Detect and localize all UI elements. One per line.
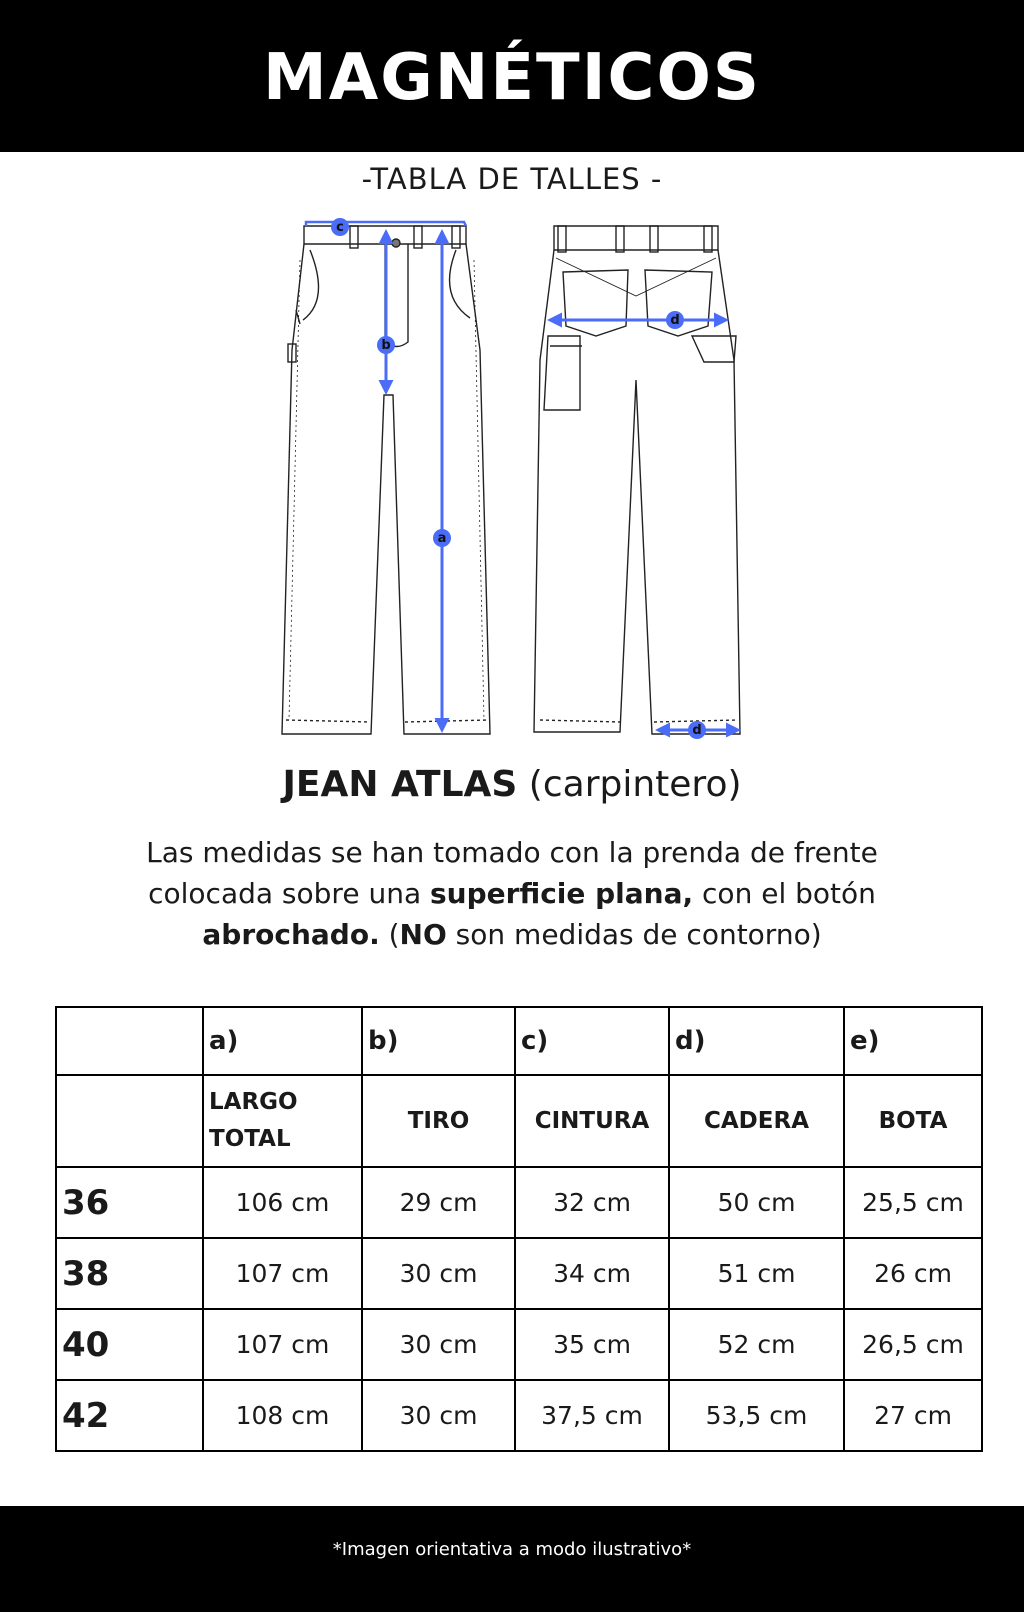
measurement-guides xyxy=(306,222,738,730)
value-cell: 26,5 cm xyxy=(844,1309,982,1380)
header-cadera: CADERA xyxy=(669,1075,844,1167)
svg-text:c: c xyxy=(336,220,344,235)
table-row xyxy=(56,1380,982,1451)
note-bold-3: NO xyxy=(399,918,447,951)
back-pants-drawing xyxy=(534,226,740,734)
table-letter-row xyxy=(56,1007,982,1075)
header-largo-total: LARGO TOTAL xyxy=(203,1075,362,1167)
value-cell: 27 cm xyxy=(844,1380,982,1451)
size-label: 36 xyxy=(56,1167,203,1238)
value-cell: 53,5 cm xyxy=(669,1380,844,1451)
header-bar xyxy=(0,0,1024,152)
note-text-2: con el botón xyxy=(693,877,876,910)
table-row xyxy=(56,1238,982,1309)
svg-text:d: d xyxy=(670,313,680,328)
value-cell: 107 cm xyxy=(203,1238,362,1309)
empty-cell xyxy=(56,1007,203,1075)
measurement-note xyxy=(90,832,934,955)
letter-c: c) xyxy=(515,1007,669,1075)
value-cell: 51 cm xyxy=(669,1238,844,1309)
footer-bar xyxy=(0,1506,1024,1612)
letter-e: e) xyxy=(844,1007,982,1075)
svg-text:a: a xyxy=(437,531,447,546)
value-cell: 32 cm xyxy=(515,1167,669,1238)
value-cell: 30 cm xyxy=(362,1380,515,1451)
value-cell: 50 cm xyxy=(669,1167,844,1238)
brand-title: MAGNÉTICOS xyxy=(263,41,761,115)
svg-text:b: b xyxy=(381,338,391,353)
table-header-row xyxy=(56,1075,982,1167)
product-variant: (carpintero) xyxy=(528,764,742,805)
empty-cell xyxy=(56,1075,203,1167)
product-name: JEAN ATLAS xyxy=(282,764,518,805)
size-chart-subtitle: -TABLA DE TALLES - xyxy=(361,162,663,196)
letter-b: b) xyxy=(362,1007,515,1075)
value-cell: 34 cm xyxy=(515,1238,669,1309)
value-cell: 37,5 cm xyxy=(515,1380,669,1451)
header-tiro: TIRO xyxy=(362,1075,515,1167)
value-cell: 26 cm xyxy=(844,1238,982,1309)
value-cell: 107 cm xyxy=(203,1309,362,1380)
value-cell: 35 cm xyxy=(515,1309,669,1380)
table-row xyxy=(56,1309,982,1380)
note-bold-2: abrochado. xyxy=(202,918,380,951)
header-bota: BOTA xyxy=(844,1075,982,1167)
size-label: 40 xyxy=(56,1309,203,1380)
value-cell: 29 cm xyxy=(362,1167,515,1238)
note-text-4: son medidas de contorno) xyxy=(446,918,822,951)
value-cell: 30 cm xyxy=(362,1309,515,1380)
product-title xyxy=(0,764,1024,805)
table-row xyxy=(56,1167,982,1238)
note-bold-1: superficie plana, xyxy=(430,877,694,910)
letter-d: d) xyxy=(669,1007,844,1075)
pants-illustration xyxy=(0,210,1024,750)
size-label: 38 xyxy=(56,1238,203,1309)
value-cell: 106 cm xyxy=(203,1167,362,1238)
value-cell: 108 cm xyxy=(203,1380,362,1451)
note-text-1: Las medidas se han tomado con la prenda de frente colocada sobre una xyxy=(146,836,878,910)
value-cell: 52 cm xyxy=(669,1309,844,1380)
svg-text:d: d xyxy=(692,723,702,738)
footer-disclaimer: *Imagen orientativa a modo ilustrativo* xyxy=(332,1538,692,1560)
size-table xyxy=(55,1006,983,1452)
size-label: 42 xyxy=(56,1380,203,1451)
value-cell: 30 cm xyxy=(362,1238,515,1309)
value-cell: 25,5 cm xyxy=(844,1167,982,1238)
note-text-3: ( xyxy=(379,918,400,951)
letter-a: a) xyxy=(203,1007,362,1075)
header-cintura: CINTURA xyxy=(515,1075,669,1167)
